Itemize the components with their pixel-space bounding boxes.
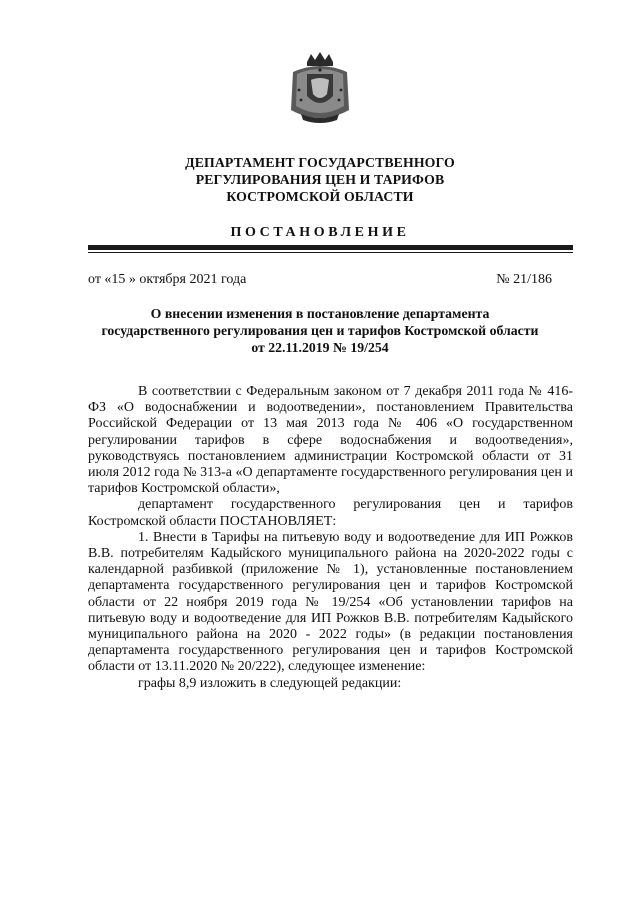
coat-of-arms-emblem [287,50,353,126]
body-paragraph: графы 8,9 изложить в следующей редакции: [138,675,402,691]
department-line: РЕГУЛИРОВАНИЯ ЦЕН И ТАРИФОВ [195,172,445,187]
header-rule-thin [88,252,573,253]
document-subject [80,305,560,356]
body-paragraph: департамент государственного регулирования цен и тарифов Костромской области ПОСТАНОВЛЯЕТ: [88,497,573,529]
subject-line: государственного регулирования цен и тарифов Костромской области [101,323,539,338]
subject-line: от 22.11.2019 № 19/254 [251,340,389,355]
document-type-title: ПОСТАНОВЛЕНИЕ [230,225,410,240]
body-paragraph: 1. Внести в Тарифы на питьевую воду и водоотведение для ИП Рожков В.В. потребителям Кадыйского муниципального района на 2020-2022 годы с календарной разбивкой (приложение № 1), установленные постановлением департамента государственного регулирования цен и тарифов Костромской области от 22 ноября 2019 года № 19/254 «Об установлении тарифов на питьевую воду и водоотведение для ИП Рожков В.В. потребителям Кадыйского муниципального района на 2020 - 2022 годы» (в редакции постановления департамента государственного регулирования цен и тарифов Костромской области от 13.11.2020 № 20/222), следующее изменение: [88,529,573,675]
header-rule-thick [88,245,573,250]
body-paragraph: В соответствии с Федеральным законом от 7 декабря 2011 года № 416-ФЗ «О водоснабжении и водоотведении», постановлением Правительства Российской Федерации от 13 мая 2013 года № 406 «О государственном регулировании тарифов в сфере водоснабжения и водоотведения», руководствуясь постановлением администрации Костромской области от 31 июля 2012 года № 313-а «О департаменте государственного регулирования цен и тарифов Костромской области», [88,384,573,497]
document-body [88,384,573,692]
department-name [0,154,640,205]
subject-line: О внесении изменения в постановление департамента [150,306,490,321]
department-line: КОСТРОМСКОЙ ОБЛАСТИ [226,189,414,204]
document-number: № 21/186 [496,272,552,287]
document-date: от «15 » октября 2021 года [88,272,247,287]
department-line: ДЕПАРТАМЕНТ ГОСУДАРСТВЕННОГО [185,155,455,170]
